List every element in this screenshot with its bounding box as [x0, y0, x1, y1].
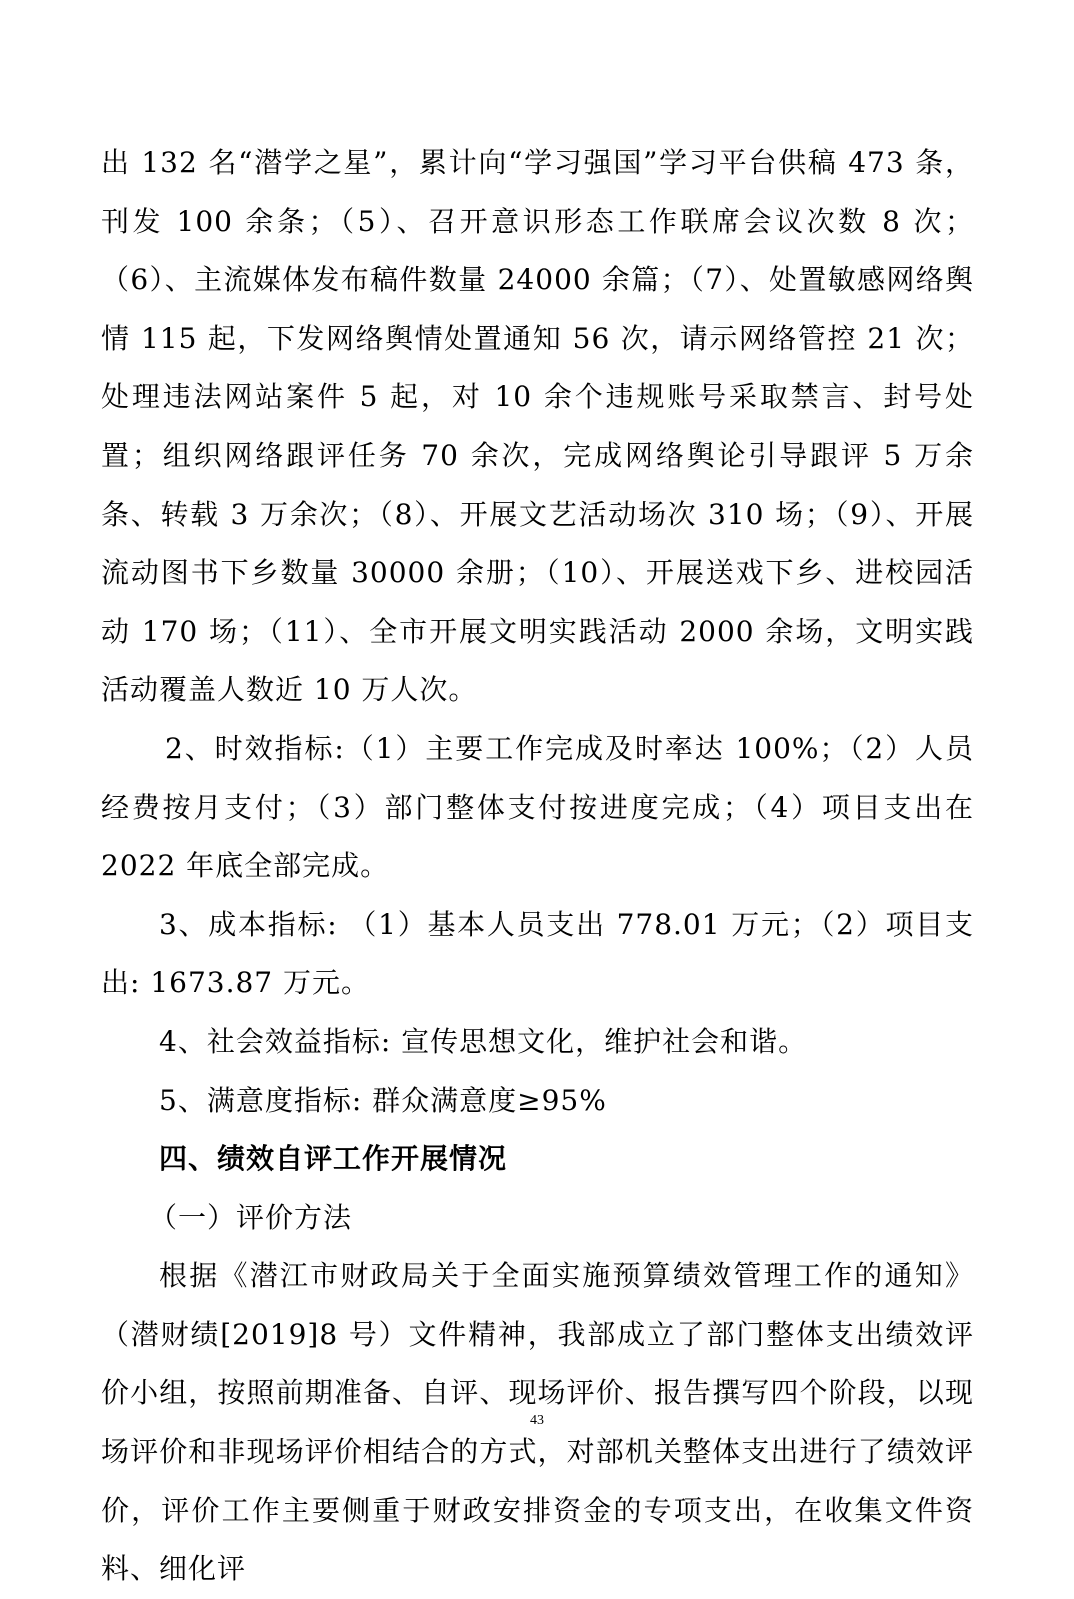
page-body [101, 134, 974, 1599]
timeliness-indicators-paragraph: 2、时效指标:（1）主要工作完成及时率达 100%；（2）人员经费按月支付；（3）部门整体支付按进度完成；（4）项目支出在 2022 年底全部完成。 [101, 731, 974, 883]
page-number: 43 [530, 1413, 544, 1428]
subsection-heading: （一）评价方法 [149, 1200, 353, 1234]
cost-indicators-paragraph: 3、成本指标: （1）基本人员支出 778.01 万元；（2）项目支出: 1673.87 万元。 [101, 907, 974, 1000]
evaluation-method-paragraph: 根据《潜江市财政局关于全面实施预算绩效管理工作的通知》（潜财绩[2019]8 号）文件精神，我部成立了部门整体支出绩效评价小组，按照前期准备、自评、现场评价、报告撰写四个阶段，以现场评价和非现场评价相结合的方式，对部机关整体支出进行了绩效评价，评价工作主要侧重于财政安排资金的专项支出，在收集文件资料、细化评 [101, 1259, 974, 1586]
social-benefit-indicators-paragraph: 4、社会效益指标: 宣传思想文化，维护社会和谐。 [159, 1024, 808, 1058]
section-heading: 四、绩效自评工作开展情况 [159, 1142, 508, 1176]
output-indicators-paragraph: 出 132 名“潜学之星”，累计向“学习强国”学习平台供稿 473 条，刊发 100 余条；（5）、召开意识形态工作联席会议次数 8 次；（6）、主流媒体发布稿件数量 24000 余篇；（7）、处置敏感网络舆情 115 起，下发网络舆情处置通知 56 次，请示网络管控 21 次；处理违法网站案件 5 起，对 10 余个违规账号采取禁言、封号处置；组织网络跟评任务 70 余次，完成网络舆论引导跟评 5 万余条、转载 3 万余次；（8）、开展文艺活动场次 310 场；（9）、开展流动图书下乡数量 30000 余册；（10）、开展送戏下乡、进校园活动 170 场；（11）、全市开展文明实践活动 2000 余场，文明实践活动覆盖人数近 10 万人次。 [101, 146, 974, 707]
satisfaction-indicators-paragraph: 5、满意度指标: 群众满意度≥95% [159, 1083, 607, 1117]
